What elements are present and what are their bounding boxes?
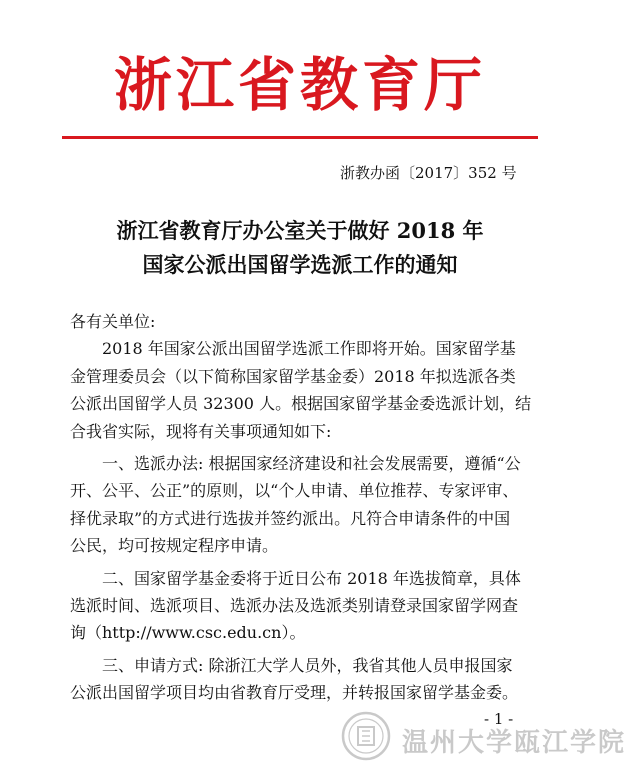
body-line: 询（http://www.csc.edu.cn）。 xyxy=(70,623,306,643)
page-number: - 1 - xyxy=(484,710,514,728)
body-line: 二、国家留学基金委将于近日公布 2018 年选拔简章，具体 xyxy=(70,568,521,588)
watermark xyxy=(340,710,626,762)
body-line: 选派时间、选派项目、选派办法及选派类别请登录国家留学网查 xyxy=(70,596,519,616)
salutation: 各有关单位: xyxy=(70,312,156,331)
body-line: 公派出国留学人员 32300 人。根据国家留学基金委选派计划，结 xyxy=(70,394,532,414)
university-seal-icon xyxy=(340,710,392,762)
body-line: 开、公平、公正”的原则，以“个人申请、单位推荐、专家评审、 xyxy=(70,481,519,501)
body-line: 2018 年国家公派出国留学选派工作即将开始。国家留学基 xyxy=(70,339,516,359)
title-line-1: 浙江省教育厅办公室关于做好 2018 年 xyxy=(116,218,484,243)
body-line: 择优录取”的方式进行选拔并签约派出。凡符合申请条件的中国 xyxy=(70,508,511,528)
body-line: 合我省实际，现将有关事项通知如下: xyxy=(70,421,332,441)
watermark-text: 温州大学瓯江学院 xyxy=(402,728,626,758)
document-body xyxy=(70,308,530,707)
body-line: 公民，均可按规定程序申请。 xyxy=(70,536,279,556)
document-title xyxy=(0,214,600,282)
body-line: 三、申请方式: 除浙江大学人员外，我省其他人员申报国家 xyxy=(70,655,513,675)
body-line: 一、选派办法: 根据国家经济建设和社会发展需要，遵循“公 xyxy=(70,454,521,474)
body-line: 公派出国留学项目均由省教育厅受理，并转报国家留学基金委。 xyxy=(70,683,519,703)
document-number: 浙教办函〔2017〕352 号 xyxy=(340,164,517,182)
title-line-2: 国家公派出国留学选派工作的通知 xyxy=(142,252,458,277)
red-divider-line xyxy=(62,136,538,139)
org-header: 浙江省教育厅 xyxy=(113,51,486,119)
body-line: 金管理委员会（以下简称国家留学基金委）2018 年拟选派各类 xyxy=(70,366,516,386)
